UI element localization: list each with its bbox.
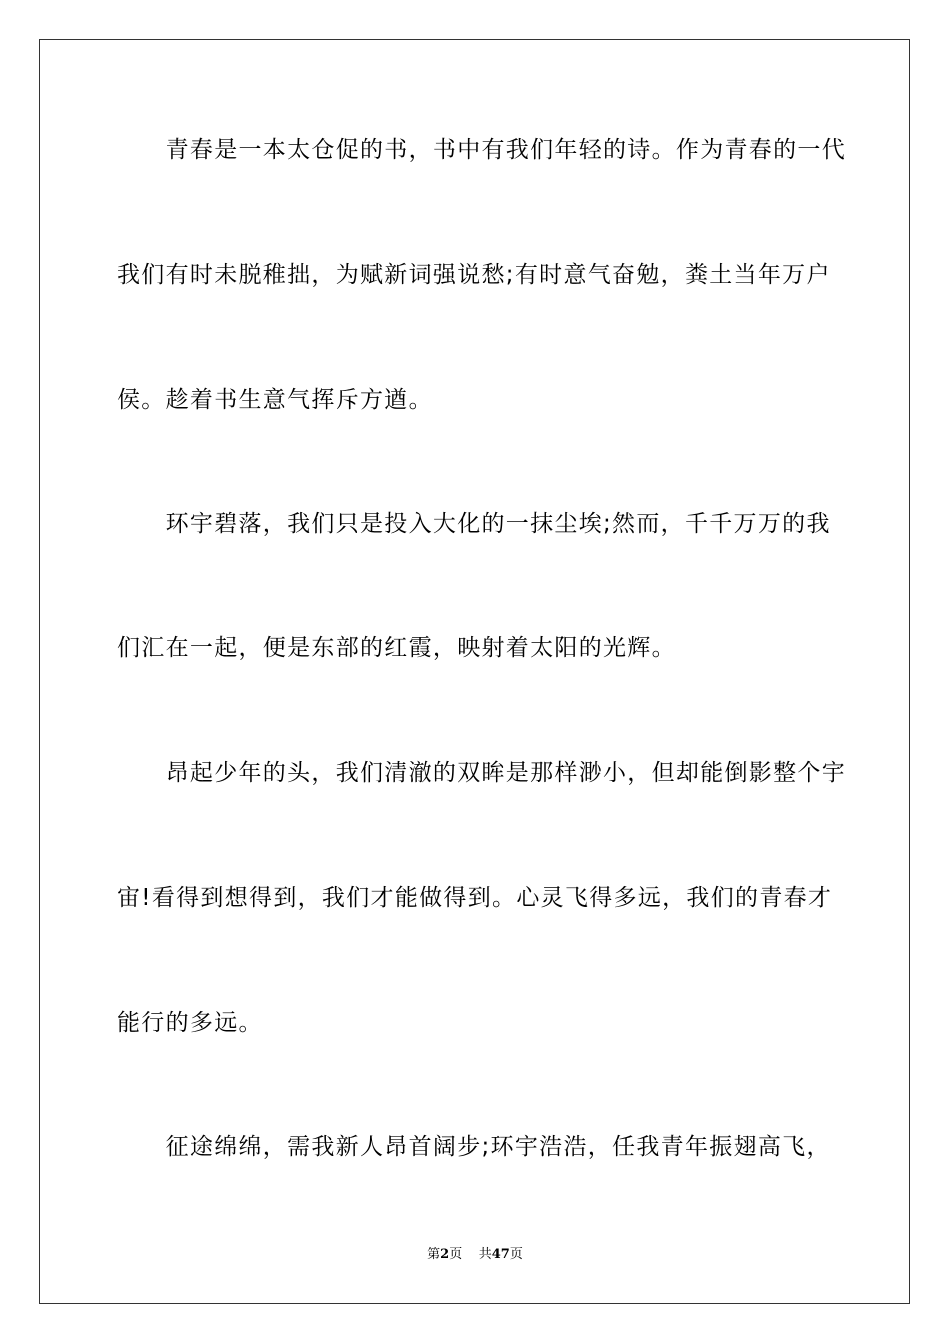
text-line: 环宇碧落，我们只是投入大化的一抹尘埃;然而，千千万万的我 xyxy=(117,511,831,537)
text-line: 青春是一本太仓促的书，书中有我们年轻的诗。作为青春的一代 xyxy=(117,137,846,163)
text-line: 能行的多远。 xyxy=(117,1010,263,1036)
page-footer xyxy=(0,1247,950,1263)
total-suffix: 页 xyxy=(509,1247,523,1262)
text-line: 宙!看得到想得到，我们才能做得到。心灵飞得多远，我们的青春才 xyxy=(117,885,833,911)
text-line: 我们有时未脱稚拙，为赋新词强说愁;有时意气奋勉，粪土当年万户 xyxy=(117,262,831,288)
text-line: 征途绵绵，需我新人昂首阔步;环宇浩浩，任我青年振翅高飞， xyxy=(117,1134,831,1160)
page-label: 第 xyxy=(427,1247,441,1262)
total-label: 共 xyxy=(478,1247,492,1262)
page-border xyxy=(39,39,910,1304)
text-line: 侯。趁着书生意气挥斥方遒。 xyxy=(117,387,433,413)
total-pages: 47 xyxy=(491,1247,510,1262)
text-line: 们汇在一起，便是东部的红霞，映射着太阳的光辉。 xyxy=(117,635,676,661)
page-number: 2 xyxy=(440,1247,450,1262)
page-suffix: 页 xyxy=(449,1247,463,1262)
text-line: 昂起少年的头，我们清澈的双眸是那样渺小，但却能倒影整个宇 xyxy=(117,760,846,786)
